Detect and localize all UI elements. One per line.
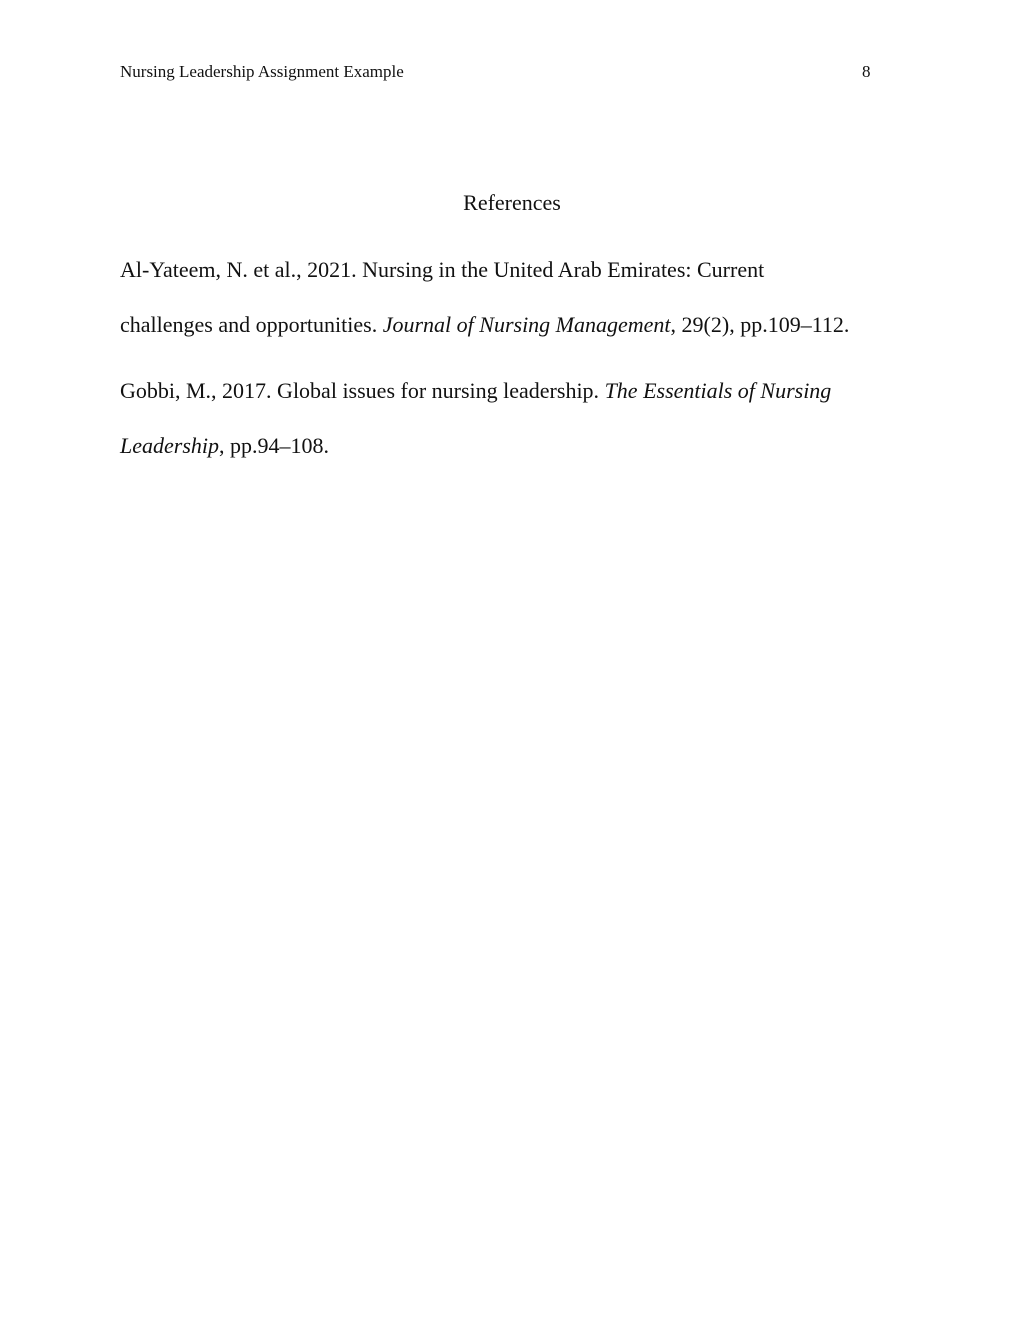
running-head: Nursing Leadership Assignment Example bbox=[120, 62, 404, 81]
reference-1-journal-title: Journal of Nursing Management bbox=[382, 312, 671, 337]
references-heading: References bbox=[463, 190, 561, 215]
reference-2-book-title-continued: Leadership bbox=[120, 433, 219, 458]
reference-2-book-title: The Essentials of Nursing bbox=[604, 378, 832, 403]
reference-2-text: Gobbi, M., 2017. Global issues for nursing leadership. bbox=[120, 378, 605, 403]
reference-entry-1-line-2 bbox=[120, 311, 849, 339]
page-number: 8 bbox=[862, 62, 871, 81]
reference-entry-1-line-1 bbox=[120, 256, 764, 284]
reference-2-pages: , pp.94–108. bbox=[219, 433, 329, 458]
reference-1-volume-pages: , 29(2), pp.109–112. bbox=[670, 312, 850, 337]
reference-1-text-continued: challenges and opportunities. bbox=[120, 312, 383, 337]
reference-entry-2-line-1 bbox=[120, 377, 831, 405]
reference-1-text: Al-Yateem, N. et al., 2021. Nursing in the United Arab Emirates: Current bbox=[120, 257, 765, 282]
reference-entry-2-line-2 bbox=[120, 432, 329, 460]
